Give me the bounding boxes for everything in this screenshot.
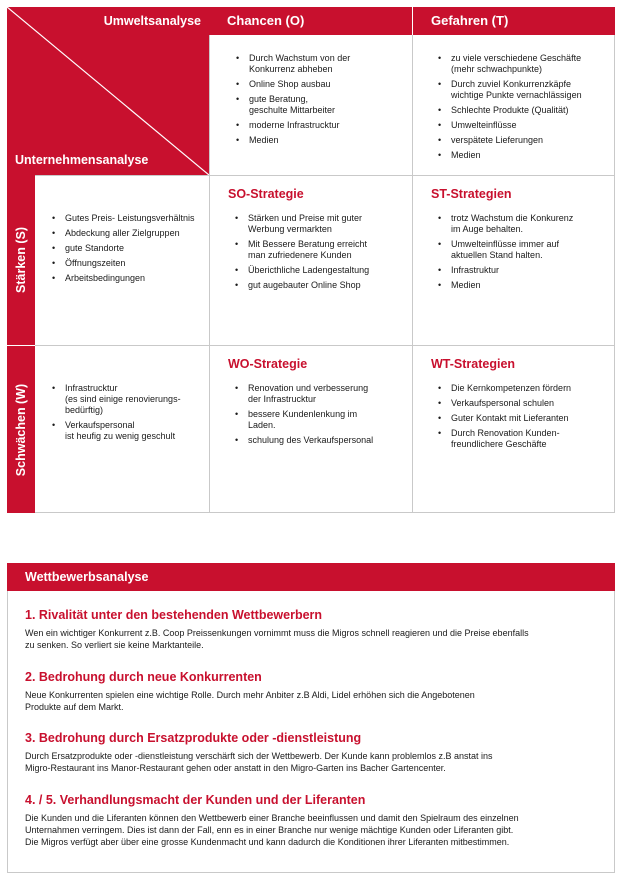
gefahren-cell: [431, 53, 613, 165]
schwaechen-row-header: [7, 345, 35, 513]
schwaechen-list: [45, 383, 207, 442]
wettbewerbsanalyse-header: [7, 563, 615, 591]
staerken-cell: [45, 213, 207, 288]
staerken-row-header: [7, 175, 35, 345]
gefahren-title: Gefahren (T): [431, 13, 509, 28]
wettbewerb-section: [25, 608, 605, 651]
grid-line: [209, 35, 210, 513]
list-item: • Arbeitsbedingungen: [65, 273, 207, 284]
umweltsanalyse-label: Umweltsanalyse: [103, 14, 201, 28]
list-item: • Durch Wachstum von der Konkurrenz abheben: [249, 53, 409, 75]
section-text: Durch Ersatzprodukte oder -dienstleistung verschärft sich der Wettbewerb. Der Kunde kann problemlos z.B anstat ins Migro-Restaurant ins Manor-Restaurant gehen oder anstatt in den Migro-Garten ins Bacher Gartencenter.: [25, 751, 493, 773]
section-heading: 2. Bedrohung durch neue Konkurrenten: [25, 670, 262, 684]
chancen-list: [229, 53, 409, 146]
list-item: • Die Kernkompetenzen fördern: [451, 383, 613, 394]
list-item: • Infrastrucktur (es sind einige renovierungs- bedürftig): [65, 383, 207, 416]
list-item: • Durch zuviel Konkurrenzkäpfe wichtige Punkte vernachlässigen: [451, 79, 613, 101]
list-item: • Renovation und verbesserung der Infrastrucktur: [248, 383, 410, 405]
grid-line: [412, 35, 413, 513]
list-item: • schulung des Verkaufspersonal: [248, 435, 410, 446]
gefahren-header: [412, 7, 615, 35]
corner-header: [7, 7, 209, 175]
list-item: • Infrastruktur: [451, 265, 613, 276]
list-item: • Medien: [451, 280, 613, 291]
list-item: • moderne Infrastrucktur: [249, 120, 409, 131]
list-item: • Medien: [249, 135, 409, 146]
list-item: • Medien: [451, 150, 613, 161]
list-item: • gute Beratung, geschulte Mittarbeiter: [249, 94, 409, 116]
list-item: • Verkaufspersonal schulen: [451, 398, 613, 409]
wettbewerb-section: [25, 731, 605, 774]
chancen-header: [209, 7, 412, 35]
st-strategien-list: [431, 213, 613, 291]
list-item: • Stärken und Preise mit guter Werbung vermarkten: [248, 213, 410, 235]
so-strategie-title: SO-Strategie: [228, 187, 304, 201]
section-text: Wen ein wichtiger Konkurrent z.B. Coop Preissenkungen vornimmt muss die Migros schnell reagieren und die Preise ebenfalls zu senken. So verliert sie keine Marktanteile.: [25, 628, 529, 650]
so-strategie-list: [228, 213, 410, 291]
wt-strategien-title: WT-Strategien: [431, 357, 516, 371]
section-heading: 4. / 5. Verhandlungsmacht der Kunden und der Liferanten: [25, 793, 366, 807]
schwaechen-label: Schwächen (W): [14, 383, 28, 476]
wt-strategien-list: [431, 383, 613, 450]
section-heading: 3. Bedrohung durch Ersatzprodukte oder -dienstleistung: [25, 731, 362, 745]
grid-line: [35, 175, 615, 176]
list-item: • Durch Renovation Kunden- freundlichere Geschäfte: [451, 428, 613, 450]
grid-line: [614, 35, 615, 513]
section-heading: 1. Rivalität unter den bestehenden Wettbewerbern: [25, 608, 323, 622]
list-item: • Guter Kontakt mit Lieferanten: [451, 413, 613, 424]
st-strategien-title: ST-Strategien: [431, 187, 512, 201]
gefahren-list: [431, 53, 613, 161]
list-item: • trotz Wachstum die Konkurenz im Auge behalten.: [451, 213, 613, 235]
schwaechen-cell: [45, 383, 207, 446]
grid-line: [35, 345, 615, 346]
list-item: • zu viele verschiedene Geschäfte (mehr schwachpunkte): [451, 53, 613, 75]
list-item: • Öffnungszeiten: [65, 258, 207, 269]
wo-strategie-list: [228, 383, 410, 446]
list-item: • verspätete Lieferungen: [451, 135, 613, 146]
wettbewerb-section: [25, 670, 605, 713]
diagonal-line: [7, 7, 209, 175]
list-item: • bessere Kundenlenkung im Laden.: [248, 409, 410, 431]
list-item: • gut augebauter Online Shop: [248, 280, 410, 291]
list-item: • Umwelteinflüsse immer auf aktuellen Stand halten.: [451, 239, 613, 261]
wettbewerbsanalyse-panel: [7, 563, 615, 873]
wo-strategie-cell: [228, 357, 410, 450]
list-item: • Umwelteinflüsse: [451, 120, 613, 131]
unternehmensanalyse-label: Unternehmensanalyse: [15, 153, 149, 167]
list-item: • Mit Bessere Beratung erreicht man zufriedenere Kunden: [248, 239, 410, 261]
list-item: • gute Standorte: [65, 243, 207, 254]
wt-strategien-cell: [431, 357, 613, 454]
chancen-cell: [229, 53, 409, 150]
section-text: Die Kunden und die Liferanten können den Wettbewerb einer Branche beeinflussen und damit den Spielraum des einzelnen Unternahmen verringem. Dies ist dann der Fall, enn es in einer Branche nur wenige mächtige Kunden oder Liferanten gibt. Die Migros verfügt aber über eine grosse Kundenmacht und kann dadurch die Konditionen ihrer Liferanten mitbestimmen.: [25, 813, 519, 847]
wettbewerb-section: [25, 793, 605, 848]
chancen-title: Chancen (O): [227, 13, 305, 28]
staerken-label: Stärken (S): [14, 227, 28, 293]
list-item: • Übericthliche Ladengestaltung: [248, 265, 410, 276]
list-item: • Gutes Preis- Leistungsverhältnis: [65, 213, 207, 224]
wettbewerbsanalyse-title: Wettbewerbsanalyse: [25, 570, 149, 584]
list-item: • Abdeckung aller Zielgruppen: [65, 228, 207, 239]
wo-strategie-title: WO-Strategie: [228, 357, 308, 371]
st-strategien-cell: [431, 187, 613, 295]
section-text: Neue Konkurrenten spielen eine wichtige Rolle. Durch mehr Anbiter z.B Aldi, Lidel erhöhen sich die Angebotenen Produkte auf dem Markt.: [25, 690, 475, 712]
so-strategie-cell: [228, 187, 410, 295]
swot-matrix: [7, 7, 615, 513]
staerken-list: [45, 213, 207, 284]
list-item: • Schlechte Produkte (Qualität): [451, 105, 613, 116]
list-item: • Verkaufspersonal ist heufig zu wenig geschult: [65, 420, 207, 442]
list-item: • Online Shop ausbau: [249, 79, 409, 90]
grid-line: [35, 512, 615, 513]
